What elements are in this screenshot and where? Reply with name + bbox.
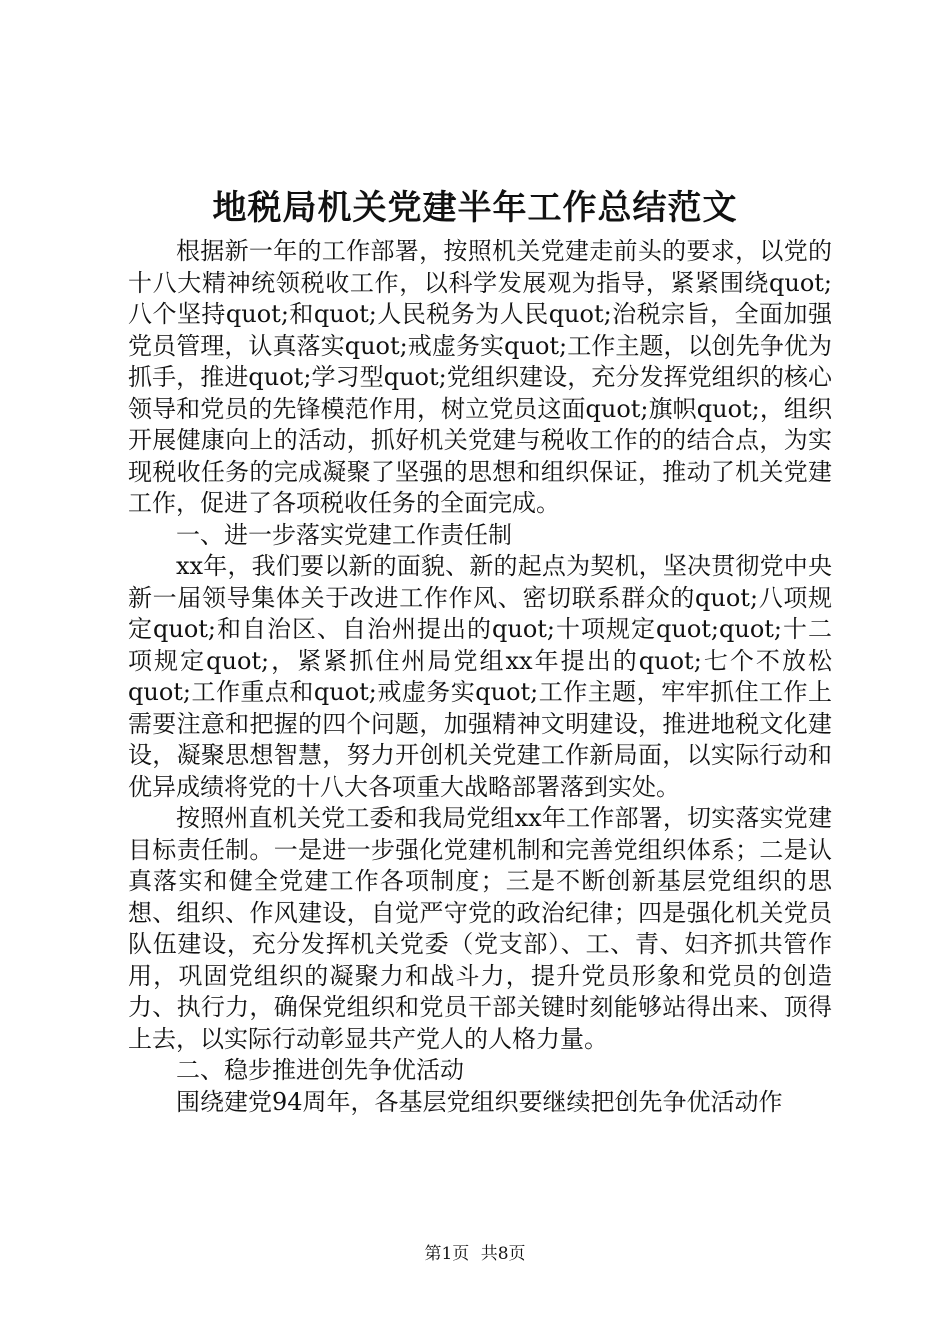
section-heading-2: 二、稳步推进创先争优活动 [176,1056,464,1084]
paragraph-section-1-a: xx年，我们要以新的面貌、新的起点为契机，坚决贯彻党中央新一届领导集体关于改进工作作风、密切联系群众的quot;八项规定quot;和自治区、自治州提出的quot;十项规定quot;quot;十二项规定quot;，紧紧抓住州局党组xx年提出的quot;七个不放松quot;工作重点和quot;戒虚务实quot;工作主题，牢牢抓住工作上需要注意和把握的四个问题，加强精神文明建设，推进地税文化建设，凝聚思想智慧，努力开创机关党建工作新局面，以实际行动和优异成绩将党的十八大各项重大战略部署落到实处。 [128,552,832,801]
page-footer [0,1243,950,1265]
paragraph-section-2-a: 围绕建党94周年，各基层党组织要继续把创先争优活动作 [176,1087,783,1116]
page-number: 第1页 [424,1244,470,1264]
document-title: 地税局机关党建半年工作总结范文 [212,188,738,228]
section-heading-1: 一、进一步落实党建工作责任制 [176,520,512,549]
paragraph-section-1-b: 按照州直机关党工委和我局党组xx年工作部署，切实落实党建目标责任制。一是进一步强化党建机制和完善党组织体系；二是认真落实和健全党建工作各项制度；三是不断创新基层党组织的思想、组织、作风建设，自觉严守党的政治纪律；四是强化机关党员队伍建设，充分发挥机关党委（党支部）、工、青、妇齐抓共管作用，巩固党组织的凝聚力和战斗力，提升党员形象和党员的创造力、执行力，确保党组织和党员干部关键时刻能够站得出来、顶得上去，以实际行动彰显共产党人的人格力量。 [128,804,832,1053]
document-body [128,236,832,1118]
page-total: 共8页 [480,1244,526,1264]
paragraph-intro: 根据新一年的工作部署，按照机关党建走前头的要求，以党的十八大精神统领税收工作，以科学发展观为指导，紧紧围绕quot;八个坚持quot;和quot;人民税务为人民quot;治税宗旨，全面加强党员管理，认真落实quot;戒虚务实quot;工作主题，以创先争优为抓手，推进quot;学习型quot;党组织建设，充分发挥党组织的核心领导和党员的先锋模范作用，树立党员这面quot;旗帜quot;，组织开展健康向上的活动，抓好机关党建与税收工作的的结合点，为实现税收任务的完成凝聚了坚强的思想和组织保证，推动了机关党建工作，促进了各项税收任务的全面完成。 [128,237,832,517]
